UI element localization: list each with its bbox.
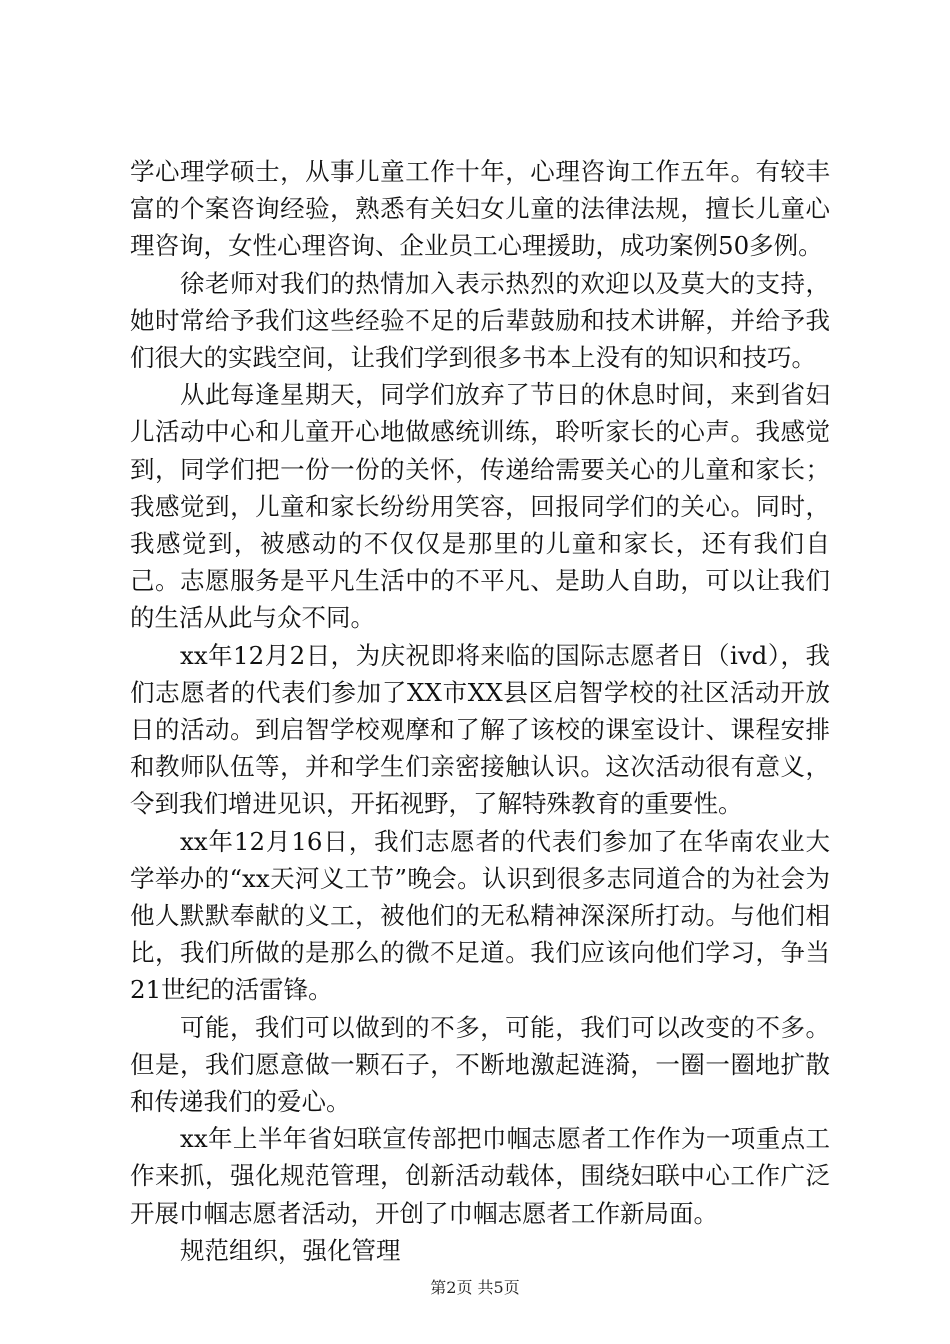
paragraph: 可能，我们可以做到的不多，可能，我们可以改变的不多。但是，我们愿意做一颗石子，不断地激起涟漪，一圈一圈地扩散和传递我们的爱心。 bbox=[130, 1012, 830, 1117]
paragraph: 从此每逢星期天，同学们放弃了节日的休息时间，来到省妇儿活动中心和儿童开心地做感统训练，聆听家长的心声。我感觉到，同学们把一份一份的关怀，传递给需要关心的儿童和家长；我感觉到，儿童和家长纷纷用笑容，回报同学们的关心。同时，我感觉到，被感动的不仅仅是那里的儿童和家长，还有我们自己。志愿服务是平凡生活中的不平凡、是助人自助，可以让我们的生活从此与众不同。 bbox=[130, 380, 830, 633]
section-heading: 规范组织，强化管理 bbox=[180, 1235, 401, 1265]
paragraph: xx年上半年省妇联宣传部把巾帼志愿者工作作为一项重点工作来抓，强化规范管理，创新活动载体，围绕妇联中心工作广泛开展巾帼志愿者活动，开创了巾帼志愿者工作新局面。 bbox=[130, 1124, 830, 1228]
document-body bbox=[130, 153, 830, 1269]
paragraph: xx年12月16日，我们志愿者的代表们参加了在华南农业大学举办的“xx天河义工节”晚会。认识到很多志同道合的为社会为他人默默奉献的义工，被他们的无私精神深深所打动。与他们相比，我们所做的是那么的微不足道。我们应该向他们学习，争当21世纪的活雷锋。 bbox=[130, 826, 830, 1005]
paragraph: 徐老师对我们的热情加入表示热烈的欢迎以及莫大的支持，她时常给予我们这些经验不足的后辈鼓励和技术讲解，并给予我们很大的实践空间，让我们学到很多书本上没有的知识和技巧。 bbox=[130, 268, 830, 373]
page-number: 第2页 共5页 bbox=[430, 1278, 520, 1297]
paragraph: xx年12月2日，为庆祝即将来临的国际志愿者日（ivd），我们志愿者的代表们参加了XX市XX县区启智学校的社区活动开放日的活动。到启智学校观摩和了解了该校的课室设计、课程安排和教师队伍等，并和学生们亲密接触认识。这次活动很有意义，令到我们增进见识，开拓视野，了解特殊教育的重要性。 bbox=[130, 640, 830, 819]
paragraph-continuation: 学心理学硕士，从事儿童工作十年，心理咨询工作五年。有较丰富的个案咨询经验，熟悉有关妇女儿童的法律法规，擅长儿童心理咨询，女性心理咨询、企业员工心理援助，成功案例50多例。 bbox=[130, 157, 830, 261]
page-footer bbox=[0, 1278, 950, 1298]
